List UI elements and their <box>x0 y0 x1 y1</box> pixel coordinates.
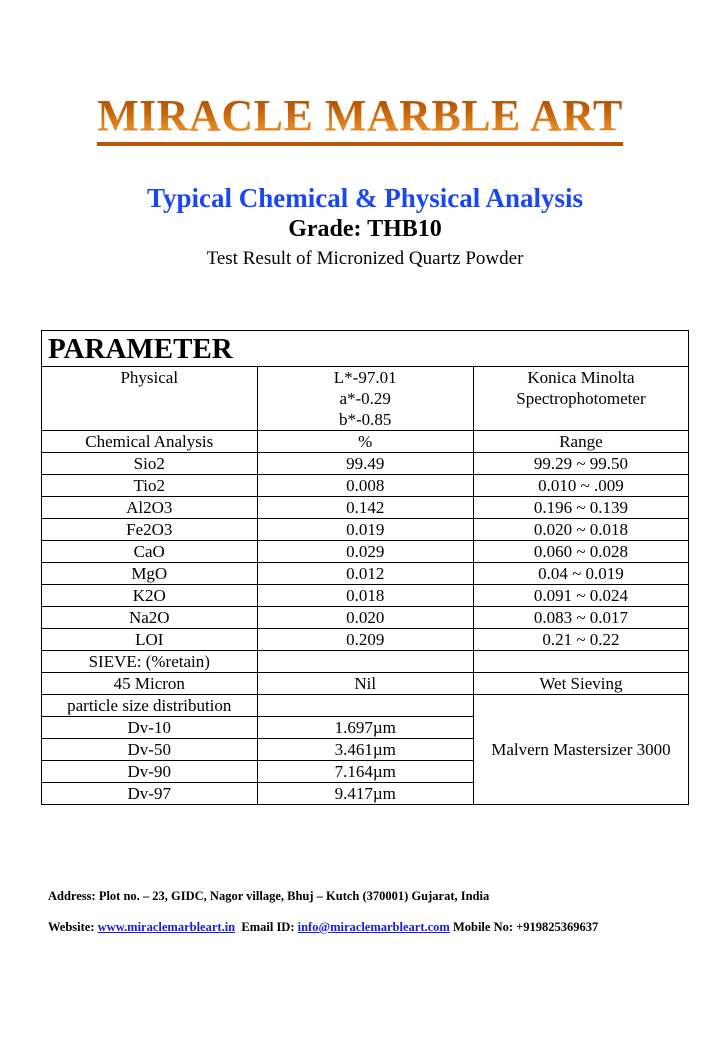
compound-range: 0.091 ~ 0.024 <box>473 585 688 607</box>
chemical-header-row <box>42 431 689 453</box>
instrument-line: Konica Minolta <box>527 368 635 387</box>
sieve-value: Nil <box>257 673 473 695</box>
compound-name: CaO <box>42 541 258 563</box>
footer-contact <box>48 919 598 935</box>
compound-name: Al2O3 <box>42 497 258 519</box>
physical-label: Physical <box>42 367 258 431</box>
psd-name: Dv-10 <box>42 717 258 739</box>
compound-range: 0.21 ~ 0.22 <box>473 629 688 651</box>
compound-name: Tio2 <box>42 475 258 497</box>
compound-value: 0.012 <box>257 563 473 585</box>
compound-value: 0.019 <box>257 519 473 541</box>
website-label: Website: <box>48 920 95 934</box>
physical-row <box>42 367 689 431</box>
parameter-table <box>41 330 689 805</box>
psd-value: 1.697µm <box>257 717 473 739</box>
compound-range: 0.020 ~ 0.018 <box>473 519 688 541</box>
psd-name: Dv-50 <box>42 739 258 761</box>
physical-value-l: L*-97.01 <box>333 368 397 387</box>
compound-value: 0.008 <box>257 475 473 497</box>
table-row <box>42 519 689 541</box>
empty-cell <box>257 651 473 673</box>
psd-name: Dv-97 <box>42 783 258 805</box>
table-row <box>42 585 689 607</box>
psd-name: Dv-90 <box>42 761 258 783</box>
compound-name: Na2O <box>42 607 258 629</box>
sieve-method: Wet Sieving <box>473 673 688 695</box>
percent-header: % <box>257 431 473 453</box>
chemical-analysis-label: Chemical Analysis <box>42 431 258 453</box>
compound-name: Sio2 <box>42 453 258 475</box>
compound-name: Fe2O3 <box>42 519 258 541</box>
psd-value: 7.164µm <box>257 761 473 783</box>
compound-range: 0.010 ~ .009 <box>473 475 688 497</box>
sieve-label: SIEVE: (%retain) <box>42 651 258 673</box>
psd-instrument: Malvern Mastersizer 3000 <box>473 695 688 805</box>
table-row <box>42 475 689 497</box>
email-link[interactable]: info@miraclemarbleart.com <box>297 920 450 934</box>
psd-label: particle size distribution <box>42 695 258 717</box>
compound-value: 0.142 <box>257 497 473 519</box>
instrument-line: Spectrophotometer <box>516 389 646 408</box>
compound-value: 0.209 <box>257 629 473 651</box>
compound-range: 0.196 ~ 0.139 <box>473 497 688 519</box>
sieve-size: 45 Micron <box>42 673 258 695</box>
sieve-header-row <box>42 651 689 673</box>
sieve-row <box>42 673 689 695</box>
range-header: Range <box>473 431 688 453</box>
mobile-label: Mobile No: <box>452 920 514 934</box>
compound-range: 99.29 ~ 99.50 <box>473 453 688 475</box>
table-row <box>42 563 689 585</box>
table-row <box>42 607 689 629</box>
compound-value: 0.018 <box>257 585 473 607</box>
table-heading-row <box>42 331 689 367</box>
table-row <box>42 497 689 519</box>
compound-value: 0.020 <box>257 607 473 629</box>
table-row <box>42 453 689 475</box>
mobile-number: +919825369637 <box>516 920 599 934</box>
email-label: Email ID: <box>241 920 295 934</box>
physical-instrument <box>473 367 688 431</box>
table-row <box>42 541 689 563</box>
brand-logo <box>95 92 625 146</box>
compound-name: MgO <box>42 563 258 585</box>
table-row <box>42 629 689 651</box>
brand-underline <box>97 142 623 146</box>
compound-value: 0.029 <box>257 541 473 563</box>
website-link[interactable]: www.miraclemarbleart.in <box>97 920 236 934</box>
compound-name: K2O <box>42 585 258 607</box>
physical-value-a: a*-0.29 <box>339 389 391 408</box>
psd-value: 9.417µm <box>257 783 473 805</box>
psd-header-row <box>42 695 689 717</box>
physical-value-b: b*-0.85 <box>338 410 392 429</box>
compound-range: 0.083 ~ 0.017 <box>473 607 688 629</box>
empty-cell <box>473 651 688 673</box>
compound-name: LOI <box>42 629 258 651</box>
physical-values <box>257 367 473 431</box>
empty-cell <box>257 695 473 717</box>
compound-range: 0.04 ~ 0.019 <box>473 563 688 585</box>
document-title: Typical Chemical & Physical Analysis <box>146 183 584 213</box>
grade-label: Grade: THB10 <box>288 216 442 242</box>
document-subtitle: Test Result of Micronized Quartz Powder <box>206 248 524 269</box>
parameter-heading: PARAMETER <box>42 331 689 367</box>
compound-range: 0.060 ~ 0.028 <box>473 541 688 563</box>
brand-header <box>0 92 720 146</box>
brand-name: MIRACLE MARBLE ART <box>97 91 623 140</box>
compound-value: 99.49 <box>257 453 473 475</box>
footer-address: Address: Plot no. – 23, GIDC, Nagor village, Bhuj – Kutch (370001) Gujarat, India <box>48 889 490 903</box>
psd-value: 3.461µm <box>257 739 473 761</box>
